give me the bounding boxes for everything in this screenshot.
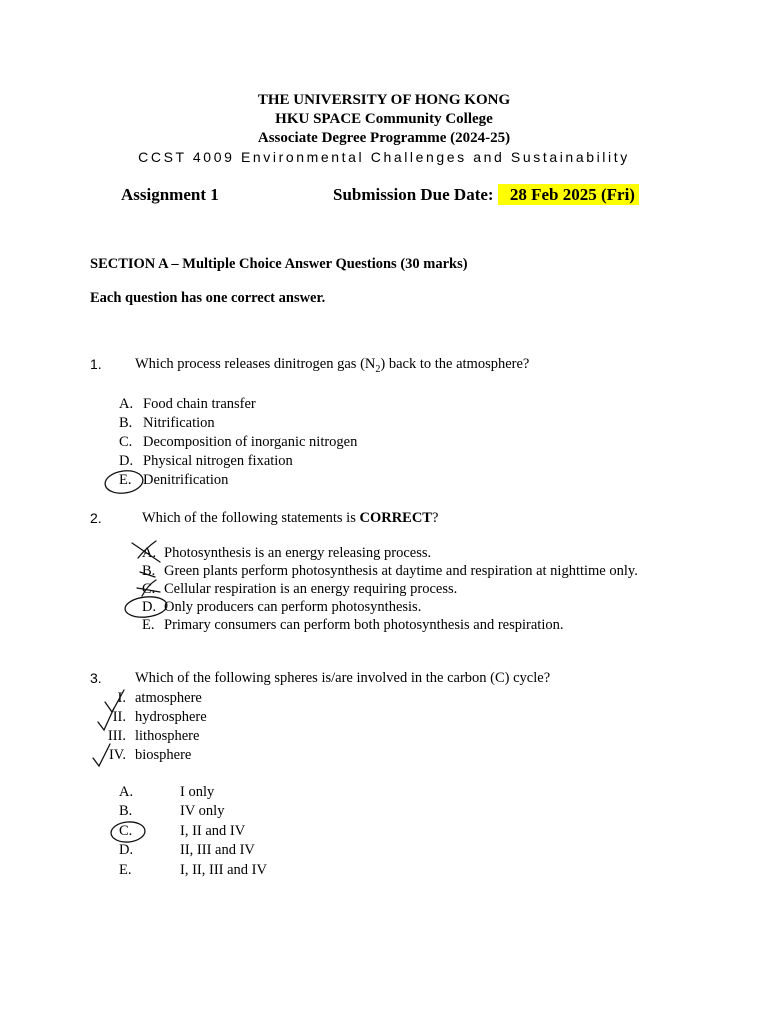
question-2-text (142, 510, 438, 527)
question-2-emphasis: CORRECT (359, 510, 432, 526)
q3-statement-2-numeral: II. (112, 709, 126, 725)
q2-option-e-text: Primary consumers can perform both photosynthesis and respiration. (164, 617, 564, 633)
q2-option-b-text: Green plants perform photosynthesis at daytime and respiration at nighttime only. (164, 563, 638, 579)
q3-statement-1-text: atmosphere (135, 690, 202, 706)
q2-option-a-letter: A. (142, 545, 157, 561)
q3-statement-3-numeral: III. (107, 728, 126, 744)
q3-statement-3-text: lithosphere (135, 728, 200, 744)
university-title: THE UNIVERSITY OF HONG KONG (257, 92, 511, 108)
q3-statement-2-text: hydrosphere (135, 709, 207, 725)
q2-option-d-letter: D. (142, 599, 157, 615)
due-date-value: 28 Feb 2025 (Fri) (498, 184, 639, 205)
q3-option-e-text: I, II, III and IV (180, 862, 267, 878)
q3-option-c-text: I, II and IV (180, 823, 246, 839)
question-1-number: 1. (90, 356, 102, 372)
q1-option-b-letter: B. (119, 415, 133, 431)
due-date-row (333, 185, 639, 205)
due-date-label: Submission Due Date: (333, 185, 494, 204)
question-2-text-end: ? (431, 510, 439, 526)
college-title: HKU SPACE Community College (275, 111, 493, 127)
q3-statement-4-numeral: IV. (108, 747, 126, 763)
question-3-number: 3. (90, 670, 102, 686)
assignment-title: Assignment 1 (121, 185, 219, 204)
q3-option-d-letter: D. (119, 842, 134, 858)
q3-statement-4-text: biosphere (135, 747, 192, 763)
q2-option-c-letter: C. (142, 581, 156, 597)
course-title: CCST 4009 Environmental Challenges and Sustainability (138, 149, 630, 165)
q3-option-d-text: II, III and IV (180, 842, 255, 858)
q2-option-d-text: Only producers can perform photosynthesis. (164, 599, 422, 615)
question-1-text (135, 356, 529, 375)
q1-option-b-text: Nitrification (143, 415, 215, 431)
q3-option-e-letter: E. (119, 862, 132, 878)
q3-statement-1-numeral: I. (117, 690, 126, 706)
q1-option-e-text: Denitrification (143, 472, 229, 488)
q1-option-a-text: Food chain transfer (143, 396, 256, 412)
q3-option-b-text: IV only (180, 803, 225, 819)
q2-option-a-text: Photosynthesis is an energy releasing process. (164, 545, 432, 561)
q1-option-c-text: Decomposition of inorganic nitrogen (143, 434, 358, 450)
question-2-number: 2. (90, 510, 102, 526)
question-2-text-start: Which of the following statements is (142, 510, 360, 526)
q1-option-d-letter: D. (119, 453, 134, 469)
section-title: SECTION A – Multiple Choice Answer Questions (30 marks) (90, 256, 468, 272)
question-1-subscript: 2 (375, 363, 381, 375)
q2-option-c-text: Cellular respiration is an energy requiring process. (164, 581, 458, 597)
q3-option-b-letter: B. (119, 803, 133, 819)
question-1-text-start: Which process releases dinitrogen gas (N (135, 356, 376, 372)
question-3-text: Which of the following spheres is/are involved in the carbon (C) cycle? (135, 670, 551, 686)
programme-title: Associate Degree Programme (2024-25) (257, 130, 511, 146)
q2-option-b-letter: B. (142, 563, 156, 579)
q1-option-a-letter: A. (119, 396, 134, 412)
q1-option-c-letter: C. (119, 434, 133, 450)
q2-option-e-letter: E. (142, 617, 155, 633)
q3-option-c-letter: C. (119, 823, 133, 839)
question-1-text-end: ) back to the atmosphere? (380, 356, 530, 372)
q3-option-a-text: I only (180, 784, 215, 800)
section-instruction: Each question has one correct answer. (90, 290, 326, 306)
q3-option-a-letter: A. (119, 784, 134, 800)
q1-option-e-letter: E. (119, 472, 132, 488)
q1-option-d-text: Physical nitrogen fixation (143, 453, 293, 469)
